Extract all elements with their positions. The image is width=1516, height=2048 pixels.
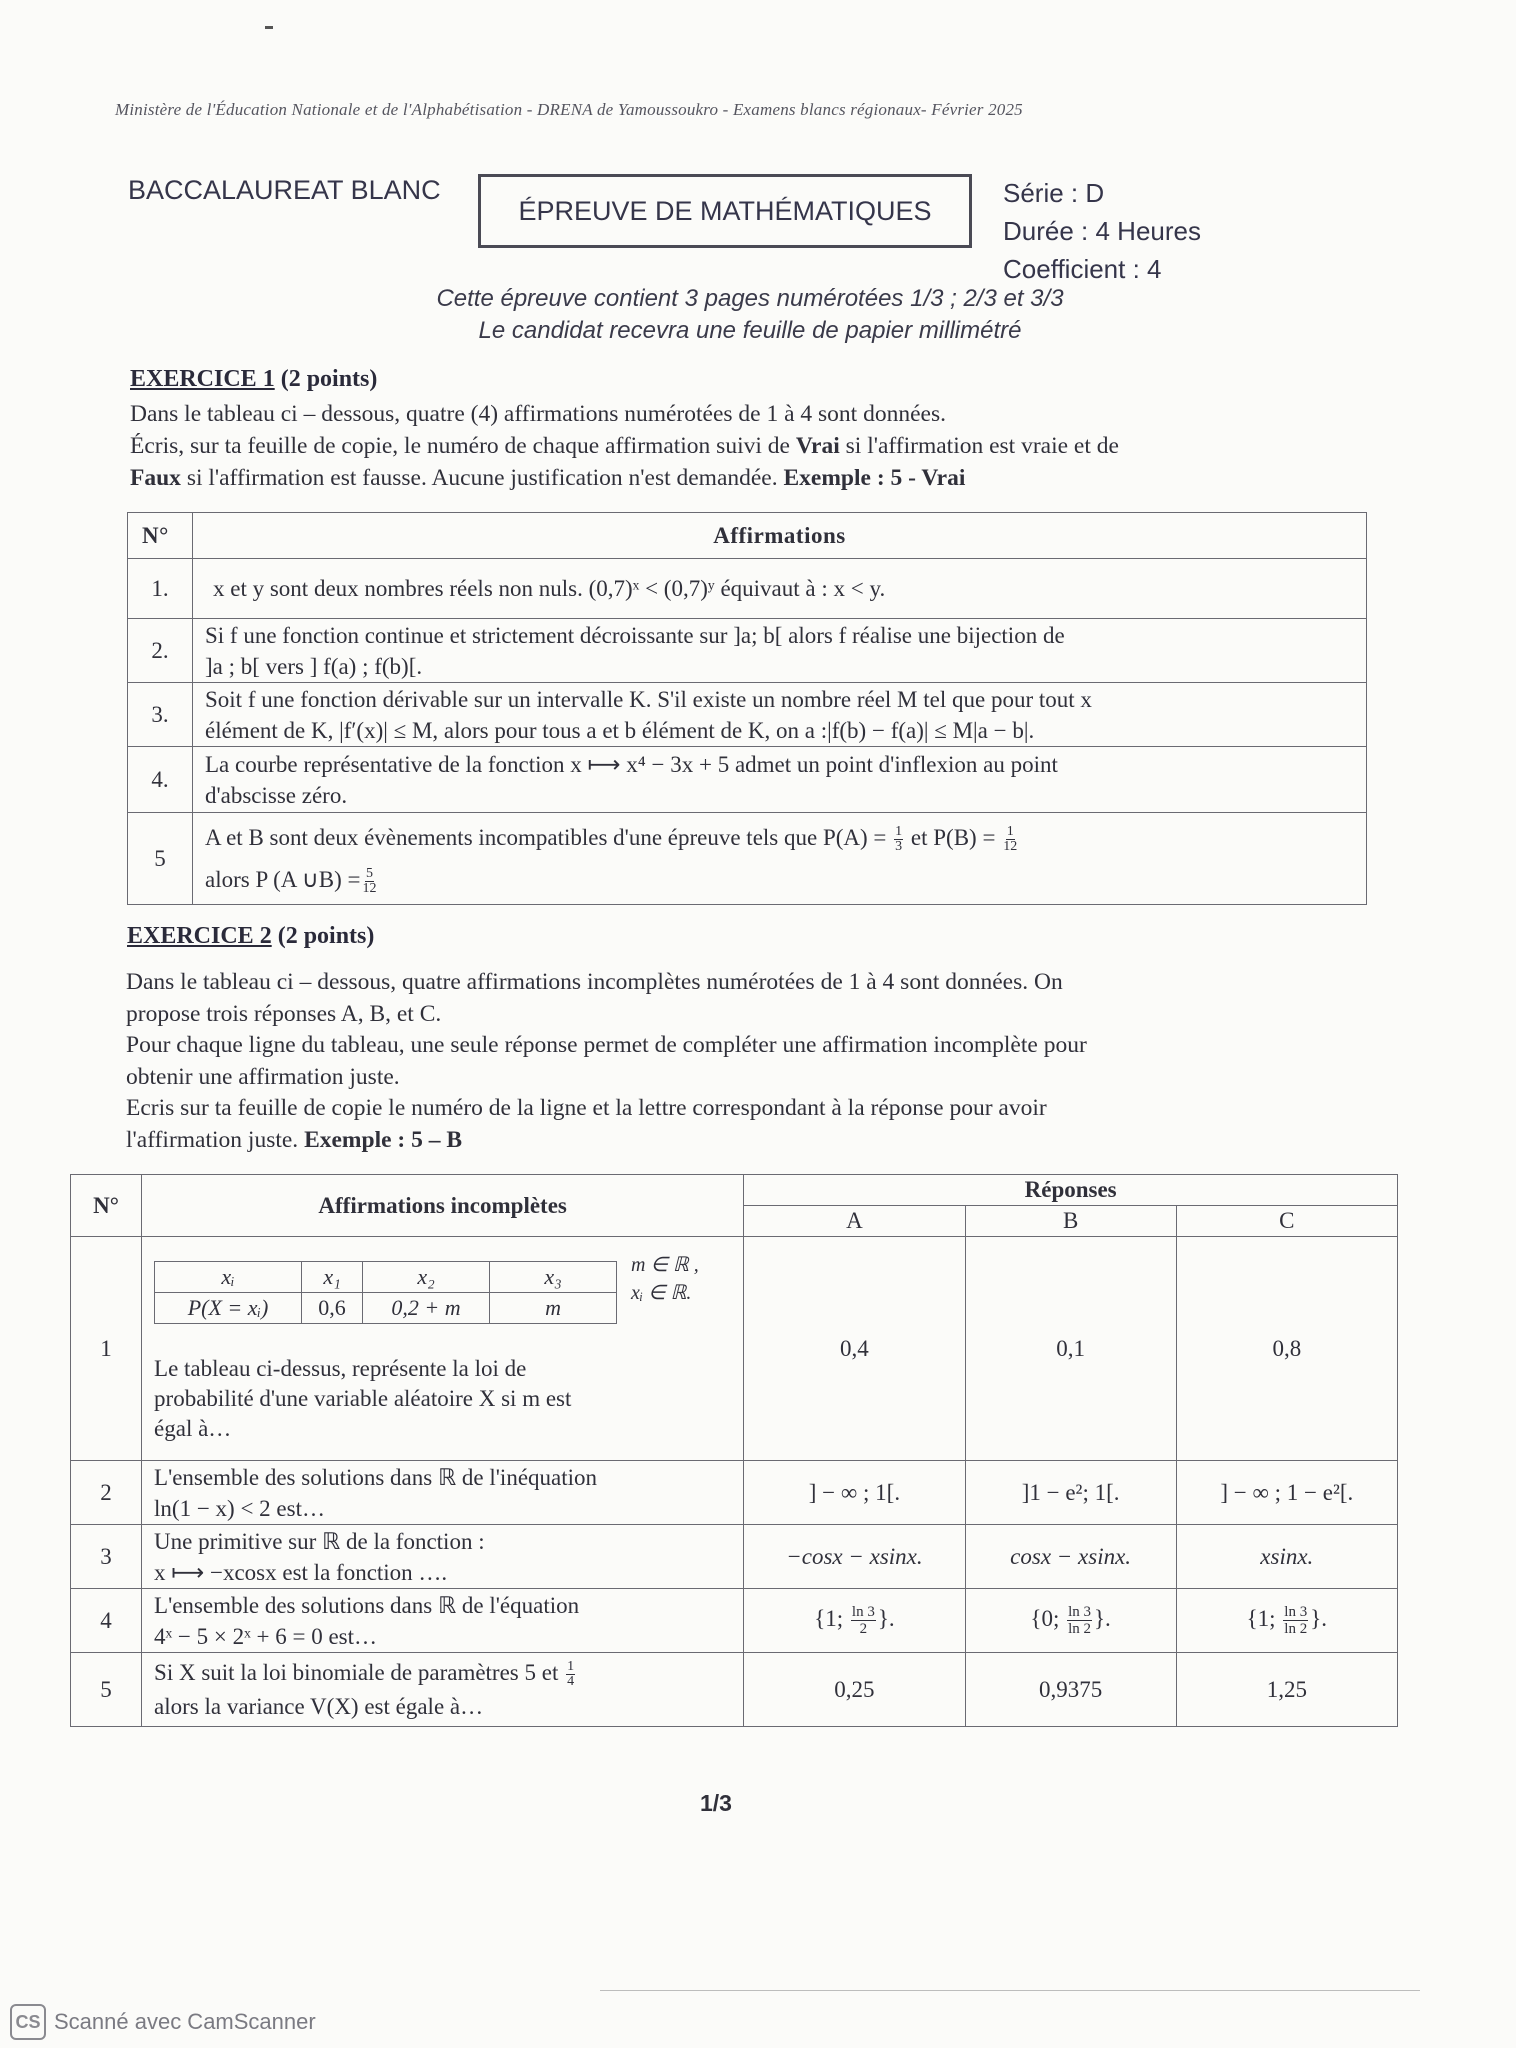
answer-c: ] − ∞ ; 1 − e²[.: [1176, 1461, 1397, 1525]
answer-b: 0,9375: [965, 1653, 1176, 1727]
scan-mark: [265, 26, 273, 29]
exercise2-label: EXERCICE 2: [127, 923, 272, 949]
col-c: C: [1176, 1206, 1397, 1237]
answer-c: xsinx.: [1176, 1525, 1397, 1589]
col-num: N°: [128, 513, 193, 559]
duree: Durée : 4 Heures: [1003, 216, 1201, 246]
answer-b: ]1 − e²; 1[.: [965, 1461, 1176, 1525]
row-number: 4: [71, 1589, 142, 1653]
row-number: 3.: [128, 683, 193, 747]
col-num: N°: [71, 1175, 142, 1237]
exercise1-intro: [130, 398, 1380, 494]
affirmation-text: Une primitive sur ℝ de la fonction : x ⟼ −xcosx est la fonction ….: [142, 1525, 744, 1589]
table-row: [71, 1525, 1398, 1589]
answer-c: {1; $\frac{\ln 3}{\ln 2}$ }.: [1176, 1589, 1397, 1653]
bottom-rule: [600, 1990, 1420, 1991]
exam-name: BACCALAUREAT BLANC: [128, 175, 441, 205]
table-row: [71, 1461, 1398, 1525]
col-affirmations: Affirmations incomplètes: [142, 1175, 744, 1237]
exercise1-points: (2 points): [280, 366, 378, 392]
scanner-watermark: [10, 2004, 316, 2040]
page-number: 1/3: [700, 1790, 732, 1816]
probability-conditions: m ∈ ℝ , xᵢ ∈ ℝ.: [631, 1254, 699, 1304]
col-b: B: [965, 1206, 1176, 1237]
answer-a: {1; $\frac{\ln 3}{2}$ }.: [744, 1589, 965, 1653]
col-affirmations: Affirmations: [193, 513, 1367, 559]
answer-a: −cosx − xsinx.: [744, 1525, 965, 1589]
exercise1-table: [127, 512, 1367, 905]
probability-law-table: xᵢ x₁ x₂ x₃ P(X = xᵢ) 0,6 0,2 + m m: [154, 1261, 617, 1324]
table-row: [71, 1653, 1398, 1727]
affirmation-text: Soit f une fonction dérivable sur un intervalle K. S'il existe un nombre réel M tel que pour tout x élément de K, |f′(x)| ≤ M, alors pour tous a et b élément de K, on a :|f(b) − f(a)| ≤ M|a − b|.: [193, 683, 1367, 747]
affirmation-text: xᵢ x₁ x₂ x₃ P(X = xᵢ) 0,6 0,2 + m m m ∈ ℝ , xᵢ ∈ ℝ. Le tableau ci-dessus, représente la loi de probabilité d'une variable aléatoire X si m est égal à…: [142, 1237, 744, 1461]
affirmation-text: Si f une fonction continue et strictement décroissante sur ]a; b[ alors f réalise une bijection de ]a ; b[ vers ] f(a) ; f(b)[.: [193, 619, 1367, 683]
exercise2-intro: Dans le tableau ci – dessous, quatre affirmations incomplètes numérotées de 1 à 4 sont données. On propose trois réponses A, B, et C. Pour chaque ligne du tableau, une seule réponse permet de compléter une affirmation incomplète pour obtenir une affirmation juste. Ecris sur ta feuille de copie le numéro de la ligne et la lettre correspondant à la réponse pour avoir l'affirmation juste. Exemple : 5 – B: [126, 969, 1087, 1153]
row-number: 5: [71, 1653, 142, 1727]
fraction: $\frac{1}{12}$: [1003, 823, 1018, 854]
affirmation-text: L'ensemble des solutions dans ℝ de l'équation 4ˣ − 5 × 2ˣ + 6 = 0 est…: [142, 1589, 744, 1653]
exercise2-table: [70, 1174, 1398, 1727]
row-number: 2.: [128, 619, 193, 683]
row-number: 2: [71, 1461, 142, 1525]
note-pages: Cette épreuve contient 3 pages numérotées 1/3 ; 2/3 et 3/3: [436, 285, 1064, 312]
row-number: 3: [71, 1525, 142, 1589]
table-row: [128, 683, 1367, 747]
affirmation-text: A et B sont deux évènements incompatibles d'une épreuve tels que P(A) = $\frac{1}{3}$ et P(B) = $\frac{1}{12}$ alors P (A ∪B) = $\frac{5}{12}$: [193, 813, 1367, 905]
col-reponses: Réponses: [744, 1175, 1398, 1206]
affirmation-text: L'ensemble des solutions dans ℝ de l'inéquation ln(1 − x) < 2 est…: [142, 1461, 744, 1525]
row-number: 1.: [128, 559, 193, 619]
table-header-row: [128, 513, 1367, 559]
affirmation-text: Si X suit la loi binomiale de paramètres 5 et $\frac{1}{4}$ alors la variance V(X) est égale à…: [142, 1653, 744, 1727]
camscanner-logo-icon: CS: [10, 2004, 46, 2040]
table-row: [71, 1237, 1398, 1461]
answer-c: 1,25: [1176, 1653, 1397, 1727]
table-row: [128, 559, 1367, 619]
exercise1-intro-line2: Écris, sur ta feuille de copie, le numéro de chaque affirmation suivi de Vrai si l'affirmation est vraie et de: [130, 433, 1119, 459]
answer-b: {0; $\frac{\ln 3}{\ln 2}$ }.: [965, 1589, 1176, 1653]
exercise1-label: EXERCICE 1: [130, 366, 275, 392]
answer-c: 0,8: [1176, 1237, 1397, 1461]
exam-meta: [1003, 174, 1201, 288]
fraction: $\frac{5}{12}$: [362, 865, 377, 896]
note-paper: Le candidat recevra une feuille de papier millimétré: [478, 317, 1022, 344]
exercise1-intro-line3: Faux si l'affirmation est fausse. Aucune justification n'est demandée. Exemple : 5 - Vrai: [130, 465, 966, 491]
table-row: [128, 619, 1367, 683]
row-number: 4.: [128, 747, 193, 813]
answer-b: cosx − xsinx.: [965, 1525, 1176, 1589]
ministry-line: Ministère de l'Éducation Nationale et de l'Alphabétisation - DRENA de Yamoussoukro - Examens blancs régionaux- Février 2025: [115, 100, 1023, 119]
row-number: 1: [71, 1237, 142, 1461]
subject-title: ÉPREUVE DE MATHÉMATIQUES: [518, 195, 932, 226]
table-row: [128, 747, 1367, 813]
table-row: [71, 1589, 1398, 1653]
affirmation-text: x et y sont deux nombres réels non nuls. (0,7)ˣ < (0,7)ʸ équivaut à : x < y.: [193, 559, 1367, 619]
answer-a: 0,4: [744, 1237, 965, 1461]
table-row: [128, 813, 1367, 905]
exercise1-intro-line1: Dans le tableau ci – dessous, quatre (4) affirmations numérotées de 1 à 4 sont données.: [130, 401, 946, 427]
answer-b: 0,1: [965, 1237, 1176, 1461]
table-header-row: [71, 1175, 1398, 1206]
exercise1-title: [130, 366, 377, 393]
subject-box: [478, 174, 972, 248]
row-number: 5: [128, 813, 193, 905]
answer-a: ] − ∞ ; 1[.: [744, 1461, 965, 1525]
affirmation-text: La courbe représentative de la fonction x ⟼ x⁴ − 3x + 5 admet un point d'inflexion au point d'abscisse zéro.: [193, 747, 1367, 813]
exercise2-points: (2 points): [277, 923, 375, 949]
col-a: A: [744, 1206, 965, 1237]
exercise2-title: [127, 923, 374, 950]
coefficient: Coefficient : 4: [1003, 254, 1162, 284]
scanner-text: Scanné avec CamScanner: [54, 2009, 316, 2034]
serie: Série : D: [1003, 178, 1105, 208]
fraction: $\frac{1}{3}$: [895, 823, 903, 854]
answer-a: 0,25: [744, 1653, 965, 1727]
